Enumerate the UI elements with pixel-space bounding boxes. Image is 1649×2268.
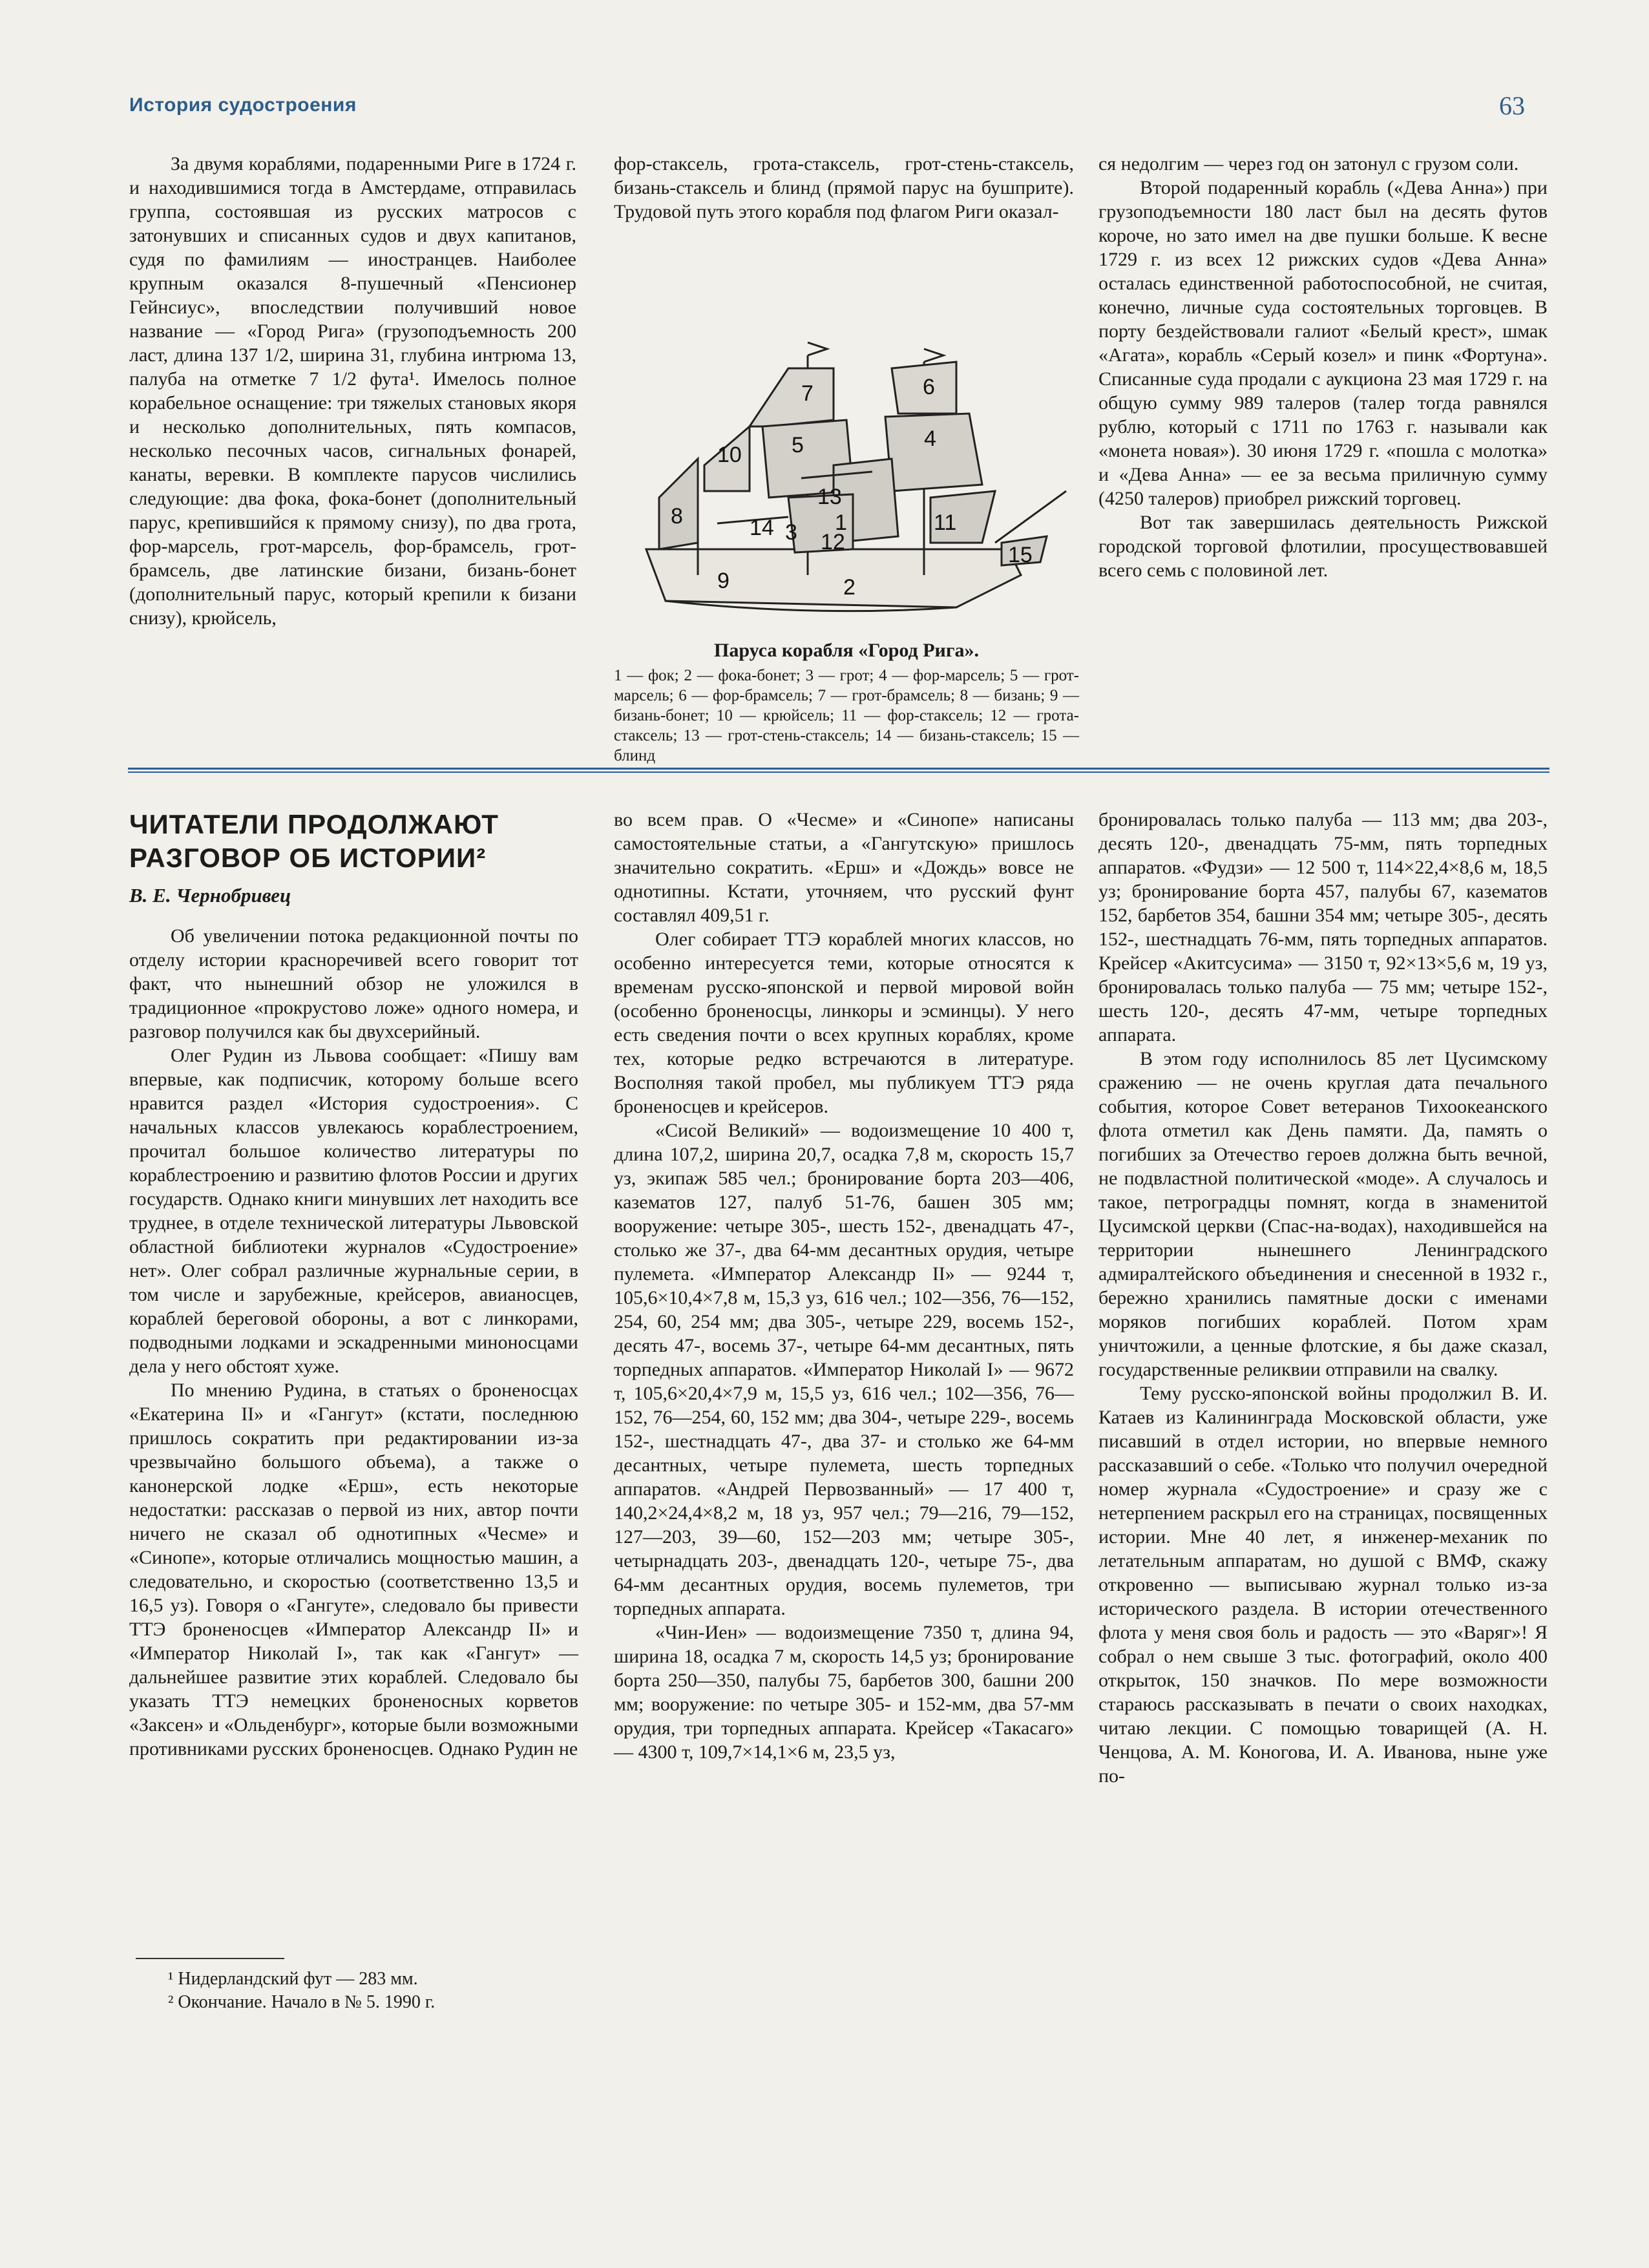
- paragraph: Об увеличении потока редакционной почты по отделу истории красноречивей всего говорит тот факт, что нынешний обзор не уложился в традиционное «прокрустово ложе» одного номера, и разговор получился как бы двухсерийный.: [129, 925, 578, 1042]
- footnote-rule: [136, 1958, 284, 1959]
- figure-caption-title: Паруса корабля «Город Рига».: [714, 640, 979, 661]
- top-column-3: [1098, 152, 1548, 582]
- sail-label-14: 14: [750, 516, 774, 540]
- top-column-2: [614, 152, 1074, 224]
- paragraph: фор-стаксель, грота-стаксель, грот-стень-стаксель, бизань-стаксель и блинд (прямой парус на бушприте). Трудовой путь этого корабля под флагом Риги оказал-: [614, 153, 1074, 222]
- ship-drawing: [620, 330, 1073, 627]
- page-number: 63: [1499, 91, 1525, 120]
- article-author: В. Е. Чернобривец: [129, 884, 291, 907]
- article-column-3: [1098, 808, 1548, 1788]
- sail-label-5: 5: [792, 433, 804, 457]
- top-column-1: [129, 152, 576, 630]
- sail-label-11: 11: [934, 510, 957, 535]
- sail-label-6: 6: [923, 375, 935, 399]
- article-column-2: [614, 808, 1074, 1764]
- sail-label-7: 7: [801, 381, 814, 406]
- paragraph: Второй подаренный корабль («Дева Анна») при грузоподъемности 180 ласт был на десять футов короче, но зато имел на две пушки больше. К весне 1729 г. из всех 12 рижских судов «Дева Анна» осталась единственной работоспособной, не считая, конечно, личные суда состоятельных торговцев. В порту бездействовали галиот «Белый крест», шмак «Агата», корабль «Серый козел» и пинк «Фортуна». Списанные суда продали с аукциона 23 мая 1729 г. на общую сумму 989 талеров (талер тогда равнялся рублю, который с 1711 по 1763 г. называли как «монета новая»). 30 июня 1729 г. «пошла с молотка» и «Дева Анна» — ее за весьма приличную сумму (4250 талеров) приобрел рижский торговец.: [1098, 177, 1548, 509]
- paragraph: «Сисой Великий» — водоизмещение 10 400 т, длина 107,2, ширина 20,7, осадка 7,8 м, скорость 15,7 уз, экипаж 585 чел.; бронирование борта 203—406, казематов 127, палуб 51-76, башен 305 мм; вооружение: четыре 305-, шесть 152-, двенадцать 47-, столько же 37-, два 64-мм десантных орудия, четыре пулемета. «Император Александр II» — 9244 т, 105,6×10,4×7,8 м, 15,3 уз, 616 чел.; 102—356, 76—152, 254, 60, 254 мм; два 305-, четыре 229, восемь 152-, десять 47-, восемь 37-, четыре 64-мм десантных, пять торпедных аппаратов. «Император Николай I» — 9672 т, 105,6×20,4×7,9 м, 15,5 уз, 616 чел.; 102—356, 76—152, 76—254, 60, 152 мм; два 304-, четыре 229-, восемь 152-, шестнадцать 47-, два 37- и столько же 64-мм десантных, четыре пулемета, шесть торпедных аппаратов. «Андрей Первозванный» — 17 400 т, 140,2×24,4×8,2 м, 18 уз, 957 чел.; 79—216, 79—152, 127—203, 39—60, 152—203 мм; четыре 305-, четырнадцать 203-, двенадцать 120-, четыре 75-, два 64-мм десантных орудия, восемь пулеметов, три торпедных аппарата.: [614, 1120, 1074, 1619]
- sail-label-3: 3: [785, 520, 797, 545]
- article-column-1: [129, 924, 578, 1761]
- sail-label-10: 10: [717, 443, 742, 467]
- sail-label-9: 9: [717, 569, 730, 593]
- paragraph: По мнению Рудина, в статьях о броненосцах «Екатерина II» и «Гангут» (кстати, последнюю пришлось сократить при редактировании из-за чрезвычайно большого объема), а также о канонерской лодке «Ерш», есть некоторые недостатки: рассказав о первой из них, автор почти ничего не сказал об однотипных «Чесме» и «Синопе», которые отличались мощностью машин, а следовательно, и скоростью (соответственно 13,5 и 16,5 уз). Говоря о «Гангуте», следовало бы привести ТТЭ броненосцев «Император Александр II» и «Император Николай I», так как «Гангут» — дальнейшее развитие этих кораблей. Следовало бы указать ТТЭ немецких броненосных корветов «Заксен» и «Ольденбург», которые были возможными противниками русских броненосцев. Однако Рудин не: [129, 1380, 578, 1759]
- sail-label-12: 12: [821, 530, 845, 554]
- sail-label-4: 4: [924, 426, 936, 451]
- footnote-1: ¹ Нидерландский фут — 283 мм.: [168, 1969, 418, 1989]
- ship-sails-figure: [620, 330, 1073, 627]
- paragraph: ся недолгим — через год он затонул с грузом соли.: [1098, 153, 1519, 174]
- paragraph: «Чин-Иен» — водоизмещение 7350 т, длина 94, ширина 18, осадка 7 м, скорость 14,5 уз; бронирование борта 250—350, палубы 75, барбетов 300, башни 200 мм; вооружение: по четыре 305- и 152-мм, два 57-мм орудия, три торпедных аппарата. Крейсер «Такасаго» — 4300 т, 109,7×14,1×6 м, 23,5 уз,: [614, 1622, 1074, 1763]
- sail-label-1: 1: [835, 510, 847, 535]
- figure-caption-legend: 1 — фок; 2 — фока-бонет; 3 — грот; 4 — фор-марсель; 5 — грот-марсель; 6 — фор-брамсель; 7 — грот-брамсель; 8 — бизань; 9 — бизань-бонет; 10 — крюйсель; 11 — фор-стаксель; 12 — грота-стаксель; 13 — грот-стень-стаксель; 14 — бизань-стаксель; 15 — блинд: [614, 667, 1079, 764]
- sail-label-2: 2: [843, 575, 856, 600]
- sail-label-13: 13: [817, 485, 842, 509]
- paragraph: В этом году исполнилось 85 лет Цусимскому сражению — не очень круглая дата печального события, которое Совет ветеранов Тихоокеанского флота отметил как День памяти. Да, память о погибших за Отечество героев должна быть вечной, не подвластной политической «моде». А случалось и такое, петроградцы помнят, когда в знаменитой Цусимской церкви (Спас-на-водах), находившейся на территории нынешнего Ленинградского адмиралтейского объединения и снесенной в 1932 г., бережно хранились памятные доски с именами моряков погибших кораблей. Потом храм уничтожили, а ценные флотские, я бы даже сказал, государственные реликвии отправили на свалку.: [1098, 1048, 1548, 1380]
- paragraph: бронировалась только палуба — 113 мм; два 203-, десять 120-, двенадцать 75-мм, пять торпедных аппаратов. «Фудзи» — 12 500 т, 114×22,4×8,6 м, 18,5 уз; бронирование борта 457, палубы 67, казематов 152, барбетов 354, башни 354 мм; четыре 305-, десять 152-, шестнадцать 76-мм, пять торпедных аппаратов. Крейсер «Акитсусима» — 3150 т, 92×13×5,6 м, 19 уз, бронировалась только палуба — 75 мм; четыре 152-, шесть 120-, десять 47-мм, четыре торпедных аппарата.: [1098, 809, 1548, 1045]
- paragraph: Олег Рудин из Львова сообщает: «Пишу вам впервые, как подписчик, которому больше всего нравится раздел «История судостроения». С начальных классов увлекаюсь кораблестроением, прочитал большое количество литературы по кораблестроению и развитию флотов России и других государств. Однако книги минувших лет находить все труднее, в отделе технической литературы Львовской областной библиотеки журналов «Судостроение» нет». Олег собрал различные журнальные серии, в том числе и зарубежные, крейсеров, авианосцев, кораблей береговой обороны, а вот с линкорами, подводными лодками и эскадренными миноносцами дела у него обстоят хуже.: [129, 1045, 578, 1377]
- footnote-2: ² Окончание. Начало в № 5. 1990 г.: [168, 1992, 436, 2012]
- paragraph: во всем прав. О «Чесме» и «Синопе» написаны самостоятельные статьи, а «Гангутскую» пришлось значительно сократить. «Ерш» и «Дождь» вовсе не однотипны. Кстати, уточняем, что русский фунт составлял 409,51 г.: [614, 809, 1074, 926]
- paragraph: Олег собирает ТТЭ кораблей многих классов, но особенно интересуется теми, которые относятся к временам русско-японской и первой мировой войн (особенно броненосцы, линкоры и эсминцы). У него есть сведения почти о всех крупных кораблях, кроме тех, которые редко встречаются в литературе. Восполняя такой пробел, мы публикуем ТТЭ ряда броненосцев и крейсеров.: [614, 929, 1074, 1117]
- sail-label-8: 8: [671, 504, 683, 529]
- article-title: ЧИТАТЕЛИ ПРОДОЛЖАЮТ РАЗГОВОР ОБ ИСТОРИИ²: [129, 809, 499, 873]
- section-heading: История судостроения: [129, 94, 357, 116]
- paragraph: Тему русско-японской войны продолжил В. И. Катаев из Калининграда Московской области, уже писавший в отдел истории, но впервые немного рассказавший о себе. «Только что получил очередной номер журнала «Судостроение» и сразу же с нетерпением раскрыл его на страницах, посвященных истории. Мне 40 лет, я инженер-механик по летательным аппаратам, но душой с ВМФ, скажу откровенно — выписываю журнал только из-за исторического раздела. В истории отечественного флота у меня своя боль и радость — это «Варяг»! Я собрал о нем свыше 3 тыс. фотографий, около 400 открыток, 150 значков. По мере возможности стараюсь рассказывать в печати о своих находках, читаю лекции. С помощью товарищей (А. Н. Ченцова, А. М. Коногова, И. А. Иванова, ныне уже по-: [1098, 1383, 1548, 1787]
- section-divider: [128, 768, 1549, 774]
- footnotes: [168, 1968, 582, 2014]
- paragraph: Вот так завершилась деятельность Рижской городской торговой флотилии, просуществовавшей всего семь с половиной лет.: [1098, 512, 1548, 581]
- sail-label-15: 15: [1008, 543, 1033, 567]
- paragraph: За двумя кораблями, подаренными Риге в 1724 г. и находившимися тогда в Амстердаме, отправилась группа, состоявшая из русских матросов с затонувших и списанных судов и двух капитанов, судя по фамилиям — иностранцев. Наиболее крупным оказался 8-пушечный «Пенсионер Гейнсиус», впоследствии получивший новое название — «Город Рига» (грузоподъемность 200 ласт, длина 137 1/2, ширина 31, глубина интрюма 13, палуба на отметке 7 1/2 фута¹. Имелось полное корабельное оснащение: три тяжелых становых якоря и несколько дополнительных, пять компасов, несколько песочных часов, сигнальных фонарей, канаты, веревки. В комплекте парусов числились следующие: два фока, фока-бонет (дополнительный парус, крепившийся к прямому снизу), по два грота, фор-марсель, грот-марсель, фор-брамсель, грот-брамсель, две латинские бизани, бизань-бонет (дополнительный парус, который крепили к бизани снизу), крюйсель,: [129, 153, 576, 629]
